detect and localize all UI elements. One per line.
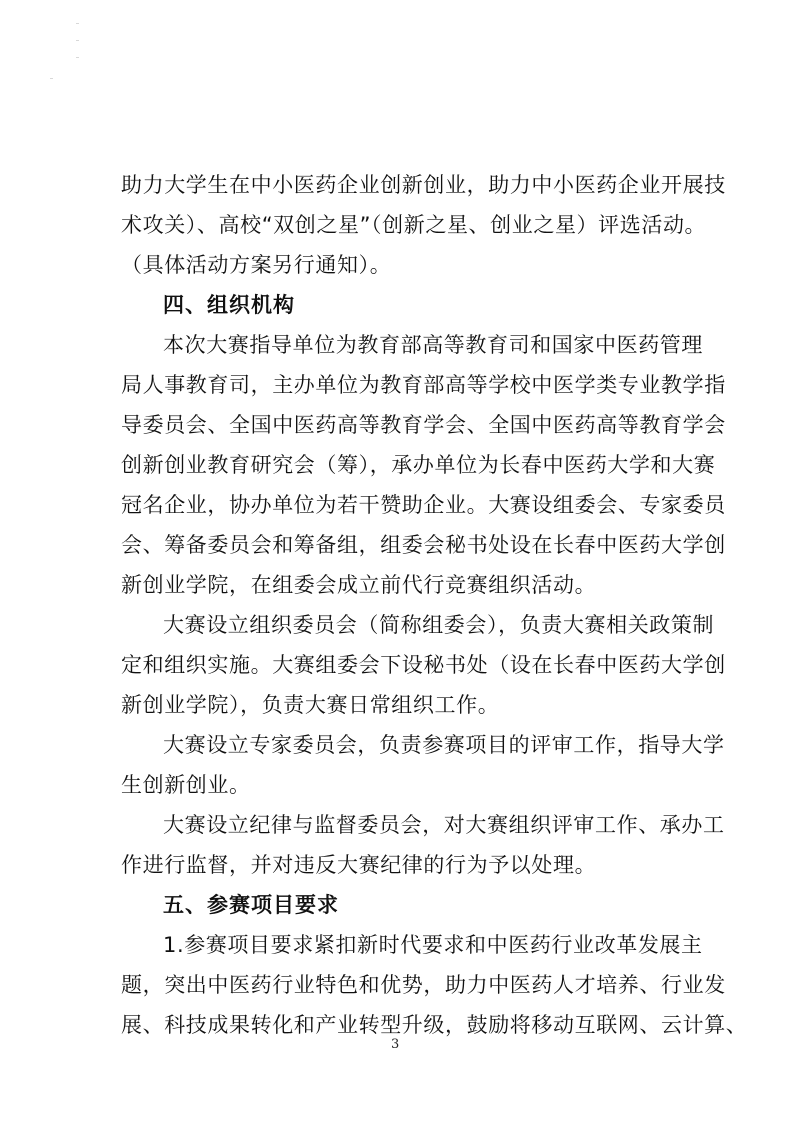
paragraph-line: 新创业学院，在组委会成立前代行竞赛组织活动。 (121, 573, 597, 597)
scan-artifact (76, 57, 79, 58)
scan-artifact (76, 23, 79, 24)
paragraph-line: 大赛设立纪律与监督委员会，对大赛组织评审工作、承办工 (163, 813, 725, 837)
page-number: 3 (391, 1037, 400, 1052)
scan-artifact (76, 40, 79, 41)
paragraph-line: 会、筹备委员会和筹备组，组委会秘书处设在长春中医药大学创 (121, 533, 726, 557)
paragraph-line: 导委员会、全国中医药高等教育学会、全国中医药高等教育学会 (121, 413, 726, 437)
scan-artifact (50, 78, 53, 79)
paragraph-line: 大赛设立组织委员会（简称组委会），负责大赛相关政策制 (163, 613, 715, 637)
paragraph-line: 创新创业教育研究会（筹），承办单位为长春中医药大学和大赛 (121, 453, 716, 477)
paragraph-line: 助力大学生在中小医药企业创新创业，助力中小医药企业开展技 (121, 173, 726, 197)
paragraph-line: 展、科技成果转化和产业转型升级，鼓励将移动互联网、云计算、 (121, 1013, 748, 1037)
paragraph-line: 1.参赛项目要求紧扣新时代要求和中医药行业改革发展主 (163, 933, 703, 957)
section-heading: 五、参赛项目要求 (163, 893, 339, 917)
paragraph-line: 本次大赛指导单位为教育部高等教育司和国家中医药管理 (163, 333, 703, 357)
paragraph-line: 局人事教育司，主办单位为教育部高等学校中医学类专业教学指 (121, 373, 726, 397)
paragraph-line: 作进行监督，并对违反大赛纪律的行为予以处理。 (121, 853, 597, 877)
paragraph-line: 大赛设立专家委员会，负责参赛项目的评审工作，指导大学 (163, 733, 725, 757)
paragraph-line: 题，突出中医药行业特色和优势，助力中医药人才培养、行业发 (121, 973, 726, 997)
paragraph-line: 定和组织实施。大赛组委会下设秘书处（设在长春中医药大学创 (121, 653, 726, 677)
paragraph-line: 新创业学院），负责大赛日常组织工作。 (121, 693, 500, 717)
paragraph-line: 术攻关）、高校“双创之星”（创新之星、创业之星）评选活动。 (121, 213, 707, 237)
paragraph-line: 冠名企业，协办单位为若干赞助企业。大赛设组委会、专家委员 (121, 493, 726, 517)
paragraph-line: 生创新创业。 (121, 773, 251, 797)
paragraph-line: （具体活动方案另行通知）。 (121, 253, 392, 277)
section-heading: 四、组织机构 (163, 293, 295, 317)
